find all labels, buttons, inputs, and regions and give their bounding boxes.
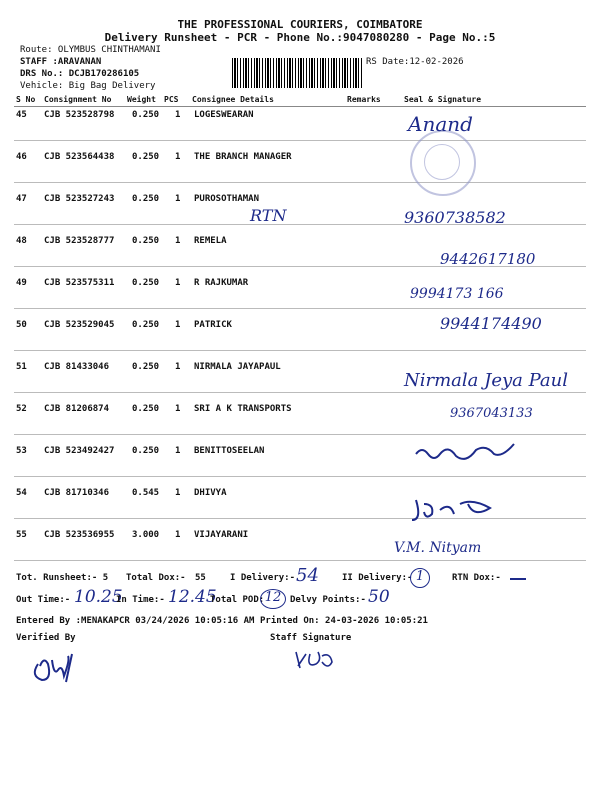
row-pcs: 1 (175, 404, 181, 414)
row-weight: 0.545 (132, 488, 160, 498)
total-dox-value: 55 (195, 573, 206, 583)
row-sno: 48 (16, 236, 27, 246)
row-weight: 0.250 (132, 194, 160, 204)
row-weight: 0.250 (132, 110, 160, 120)
row-consignee: R RAJKUMAR (194, 278, 249, 288)
row-consignee: DHIVYA (194, 488, 227, 498)
row-consignee: REMELA (194, 236, 227, 246)
total-pod-value: 12 (260, 589, 286, 609)
row-pcs: 1 (175, 362, 181, 372)
drs-number: DRS No.: DCJB170286105 (20, 69, 140, 79)
verified-by-label: Verified By (16, 633, 76, 643)
row-consignee: LOGESWEARAN (194, 110, 254, 120)
row-consignment: CJB 523527243 (44, 194, 115, 204)
row-weight: 3.000 (132, 530, 160, 540)
total-pod-label: Total POD: (210, 595, 265, 605)
rs-date: RS Date:12-02-2026 (366, 57, 464, 67)
row-sno: 47 (16, 194, 27, 204)
row-pcs: 1 (175, 110, 181, 120)
vehicle-text: Vehicle: Big Bag Delivery (20, 81, 156, 91)
row-sno: 53 (16, 446, 27, 456)
signature-49: 9994173 166 (410, 286, 504, 302)
entered-by: Entered By :MENAKAPCR 03/24/2026 10:05:16 AM (16, 616, 255, 626)
row-weight: 0.250 (132, 320, 160, 330)
signature-50: 9944174490 (440, 314, 542, 333)
row-pcs: 1 (175, 320, 181, 330)
row-pcs: 1 (175, 488, 181, 498)
col-sno: S No (16, 95, 36, 104)
route-text: Route: OLYMBUS CHINTHAMANI (20, 45, 161, 55)
row-sno: 45 (16, 110, 27, 120)
row-weight: 0.250 (132, 236, 160, 246)
out-time-label: Out Time:- (16, 595, 71, 605)
runsheet-subtitle: Delivery Runsheet - PCR - Phone No.:9047080280 - Page No.:5 (104, 31, 496, 44)
signature-47-rtn: RTN (250, 206, 287, 225)
row-sno: 51 (16, 362, 27, 372)
row-consignment: CJB 523575311 (44, 278, 115, 288)
row-weight: 0.250 (132, 362, 160, 372)
total-dox-label: Total Dox:- (126, 573, 186, 583)
printed-on: Printed On: 24-03-2026 10:05:21 (260, 616, 428, 626)
rtn-dox-dash (510, 578, 526, 580)
col-seal-signature: Seal & Signature (404, 95, 482, 104)
col-remarks: Remarks (347, 95, 381, 104)
in-time-value: 12.45 (168, 587, 217, 607)
col-weight: Weight (127, 95, 156, 104)
i-delivery-label: I Delivery:- (230, 573, 296, 583)
ii-delivery-value: 1 (410, 568, 430, 588)
verified-signature (28, 646, 88, 686)
row-consignee: VIJAYARANI (194, 530, 249, 540)
row-weight: 0.250 (132, 404, 160, 414)
signature-51: Nirmala Jeya Paul (404, 370, 568, 391)
row-pcs: 1 (175, 152, 181, 162)
signature-55: V.M. Nityam (394, 540, 482, 556)
col-consignment: Consignment No (44, 95, 112, 104)
signature-48: 9442617180 (440, 250, 536, 268)
row-consignment: CJB 81710346 (44, 488, 110, 498)
barcode-image (232, 58, 362, 88)
row-sno: 52 (16, 404, 27, 414)
col-consignee: Consignee Details (192, 95, 274, 104)
row-consignee: PUROSOTHAMAN (194, 194, 260, 204)
staff-signature-label: Staff Signature (270, 633, 352, 643)
signature-47: 9360738582 (404, 208, 506, 227)
row-consignment: CJB 523528798 (44, 110, 115, 120)
row-consignment: CJB 523492427 (44, 446, 115, 456)
rtn-dox-label: RTN Dox:- (452, 573, 501, 583)
row-weight: 0.250 (132, 152, 160, 162)
ii-delivery-label: II Delivery:- (342, 573, 413, 583)
signature-52: 9367043133 (450, 406, 533, 421)
row-consignment: CJB 523536955 (44, 530, 115, 540)
row-pcs: 1 (175, 446, 181, 456)
row-pcs: 1 (175, 236, 181, 246)
signature-54 (410, 494, 520, 526)
row-consignment: CJB 523528777 (44, 236, 115, 246)
row-consignee: THE BRANCH MANAGER (194, 152, 292, 162)
row-sno: 54 (16, 488, 27, 498)
row-pcs: 1 (175, 530, 181, 540)
row-consignee: SRI A K TRANSPORTS (194, 404, 292, 414)
row-consignee: PATRICK (194, 320, 232, 330)
row-weight: 0.250 (132, 446, 160, 456)
total-runsheet: Tot. Runsheet:- 5 (16, 573, 109, 583)
company-seal-stamp (410, 130, 476, 196)
col-pcs: PCS (164, 95, 179, 104)
row-consignment: CJB 81206874 (44, 404, 110, 414)
row-consignment: CJB 523564438 (44, 152, 115, 162)
company-title: THE PROFESSIONAL COURIERS, COIMBATORE (177, 18, 423, 31)
row-consignee: NIRMALA JAYAPAUL (194, 362, 281, 372)
row-sno: 50 (16, 320, 27, 330)
delvy-points-value: 50 (368, 587, 390, 607)
signature-53 (412, 438, 542, 468)
row-pcs: 1 (175, 278, 181, 288)
signature-45: Anand (408, 112, 473, 136)
row-consignment: CJB 523529045 (44, 320, 115, 330)
staff-text: STAFF :ARAVANAN (20, 57, 102, 67)
staff-signature (292, 646, 352, 676)
row-sno: 55 (16, 530, 27, 540)
row-consignment: CJB 81433046 (44, 362, 110, 372)
row-sno: 49 (16, 278, 27, 288)
delvy-points-label: Delvy Points:- (290, 595, 366, 605)
row-weight: 0.250 (132, 278, 160, 288)
in-time-label: In Time:- (116, 595, 165, 605)
row-consignee: BENITTOSEELAN (194, 446, 265, 456)
i-delivery-value: 54 (296, 565, 319, 586)
out-time-value: 10.25 (74, 587, 123, 607)
row-pcs: 1 (175, 194, 181, 204)
row-sno: 46 (16, 152, 27, 162)
